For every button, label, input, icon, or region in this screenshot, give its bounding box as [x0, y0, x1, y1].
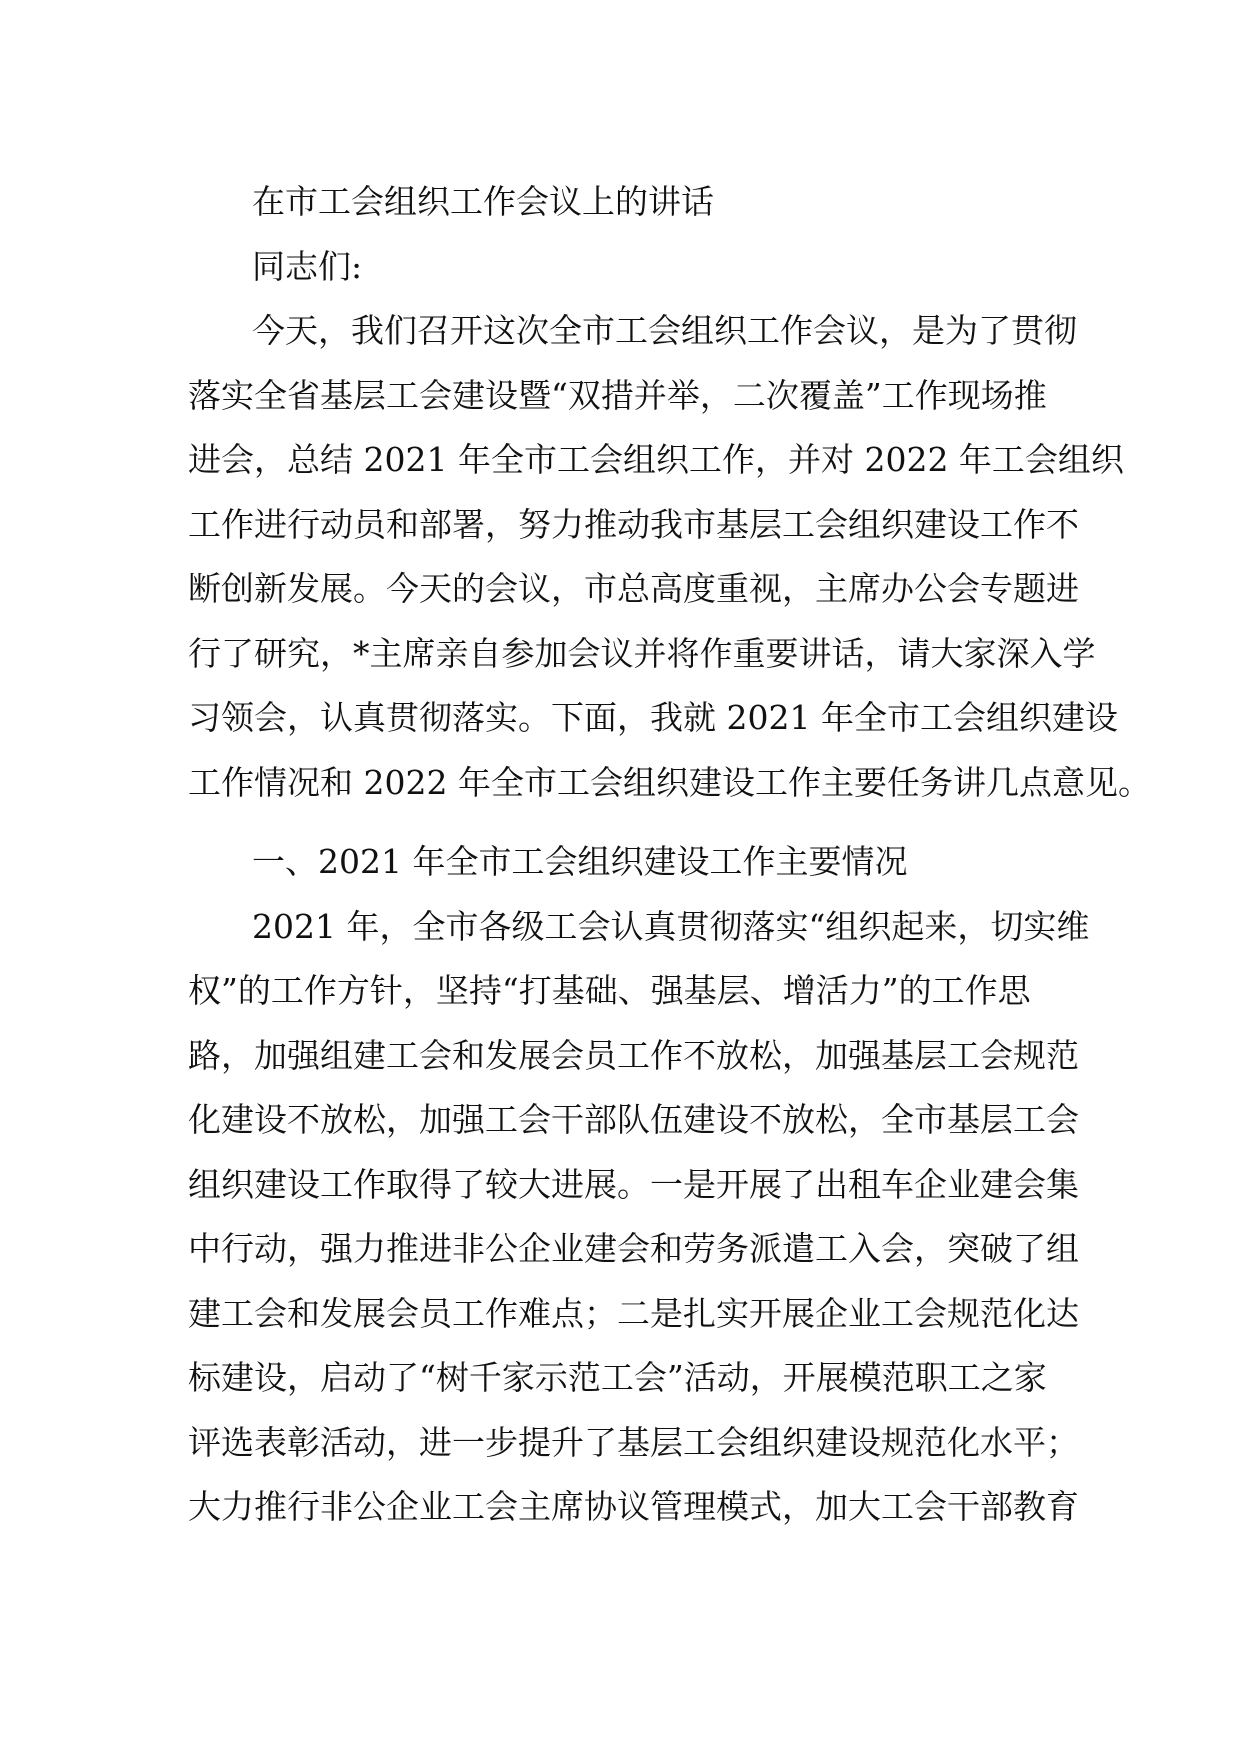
paragraph-line: 行了研究，*主席亲自参加会议并将作重要讲话，请大家深入学: [188, 633, 1096, 673]
paragraph-line: 路，加强组建工会和发展会员工作不放松，加强基层工会规范: [188, 1035, 1079, 1075]
paragraph-line: 组织建设工作取得了较大进展。一是开展了出租车企业建会集: [188, 1164, 1079, 1204]
paragraph-line: 今天，我们召开这次全市工会组织工作会议，是为了贯彻: [252, 311, 1077, 350]
paragraph-line: 习领会，认真贯彻落实。下面，我就 2021 年全市工会组织建设: [188, 698, 1118, 737]
paragraph-line: 中行动，强力推进非公企业建会和劳务派遣工入会，突破了组: [188, 1229, 1079, 1268]
paragraph-line: 工作进行动员和部署，努力推动我市基层工会组织建设工作不: [188, 504, 1079, 544]
paragraph-line: 评选表彰活动，进一步提升了基层工会组织建设规范化水平；: [188, 1422, 1079, 1462]
salutation: 同志们:: [252, 246, 363, 286]
paragraph-line: 标建设，启动了“树千家示范工会”活动，开展模范职工之家: [188, 1358, 1047, 1397]
paragraph-line: 落实全省基层工会建设暨“双措并举，二次覆盖”工作现场推: [188, 375, 1047, 415]
document-title: 在市工会组织工作会议上的讲话: [252, 182, 714, 221]
paragraph-line: 工作情况和 2022 年全市工会组织建设工作主要任务讲几点意见。: [188, 762, 1151, 802]
paragraph-line: 断创新发展。今天的会议，市总高度重视，主席办公会专题进: [188, 569, 1079, 608]
paragraph-line: 化建设不放松，加强工会干部队伍建设不放松，全市基层工会: [188, 1100, 1079, 1139]
paragraph-line: 建工会和发展会员工作难点；二是扎实开展企业工会规范化达: [188, 1293, 1079, 1333]
document-page: [188, 170, 1151, 1540]
paragraph-1: [188, 299, 1151, 815]
paragraph-line: 2021 年，全市各级工会认真贯彻落实“组织起来，切实维: [252, 906, 1090, 946]
paragraph-line: 权”的工作方针，坚持“打基础、强基层、增活力”的工作思: [188, 971, 1031, 1010]
paragraph-line: 大力推行非公企业工会主席协议管理模式，加大工会干部教育: [188, 1487, 1079, 1526]
section-heading: 一、2021 年全市工会组织建设工作主要情况: [252, 842, 908, 881]
paragraph-2: [188, 895, 1090, 1540]
paragraph-line: 进会，总结 2021 年全市工会组织工作，并对 2022 年工会组织: [188, 440, 1124, 479]
